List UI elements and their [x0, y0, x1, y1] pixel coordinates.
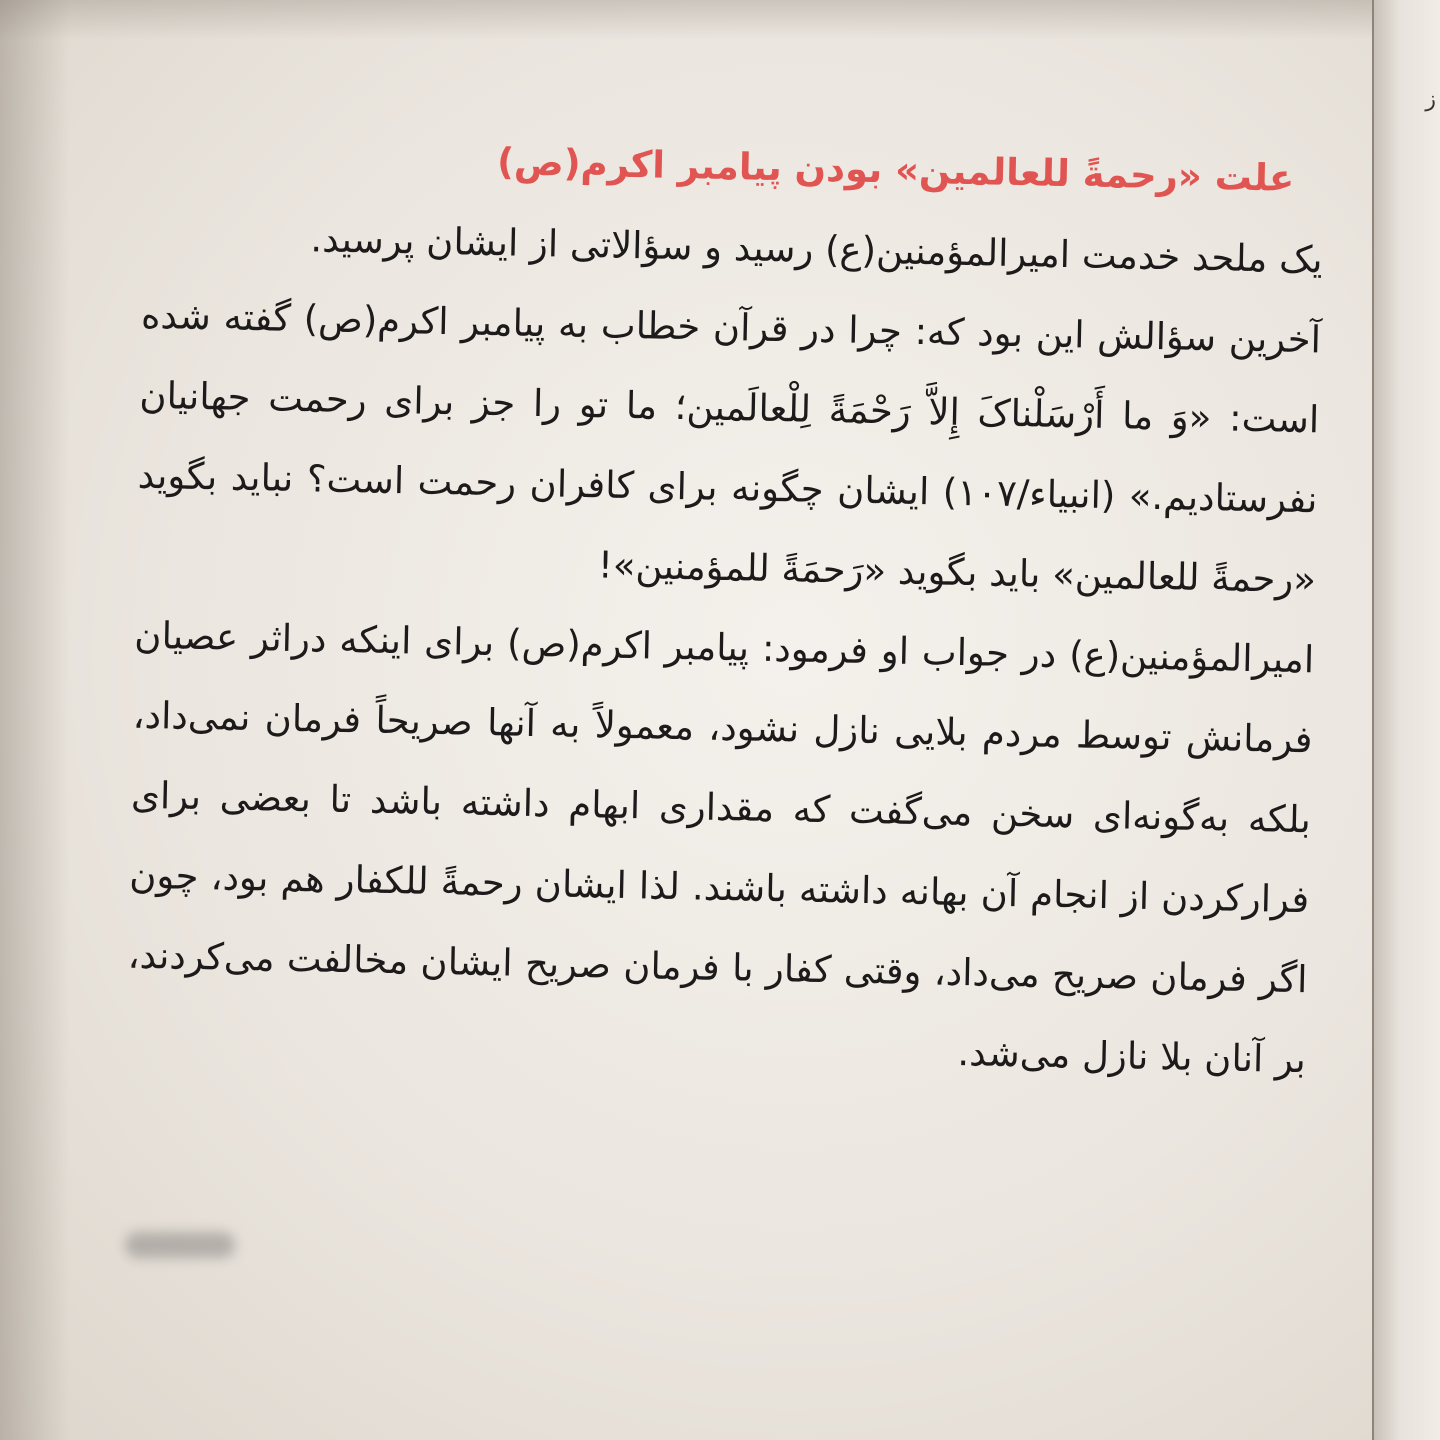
- paragraph-2: آخرین سؤالش این بود که: چرا در قرآن خطاب به پیامبر اکرم(ص) گفته شده است: «وَ ما أَرْسَلْناکَ إِلاَّ رَحْمَةً لِلْعالَمین؛ ما تو را جز برای رحمت جهانیان نفرستادیم.» (انبیاء/۱۰۷) ایشان چگونه برای کافران رحمت است؟ نباید بگوید «رحمةً للعالمین» باید بگوید «رَحمَةً للمؤمنین»!: [137, 293, 1322, 602]
- adjacent-page-edge: [1372, 0, 1440, 1440]
- page-top-shadow: [0, 0, 1440, 40]
- page-text-block: [125, 128, 1325, 1101]
- paragraph-3: امیرالمؤمنین(ع) در جواب او فرمود: پیامبر اکرم(ص) برای اینکه دراثر عصیان فرمانش توسط مردم بلایی نازل نشود، معمولاً به آنها صریحاً فرمان نمی‌داد، بلکه به‌گونه‌ای سخن می‌گفت که مقداری ابهام داشته باشد تا بعضی برای فرارکردن از انجام آن بهانه داشته باشند. لذا ایشان رحمةً للکفار هم بود، چون اگر فرمان صریح می‌داد، وقتی کفار با فرمان صریح ایشان مخالفت می‌کردند، بر آنان بلا نازل می‌شد.: [127, 613, 1315, 1082]
- paragraph-1: یک ملحد خدمت امیرالمؤمنین(ع) رسید و سؤالاتی از ایشان پرسید.: [310, 217, 1323, 282]
- section-heading: علت «رحمةً للعالمین» بودن پیامبر اکرم(ص): [496, 140, 1295, 200]
- page-left-shadow: [0, 0, 70, 1440]
- adjacent-page-text: ز: [1425, 87, 1436, 112]
- blurred-smudge: [125, 1232, 235, 1258]
